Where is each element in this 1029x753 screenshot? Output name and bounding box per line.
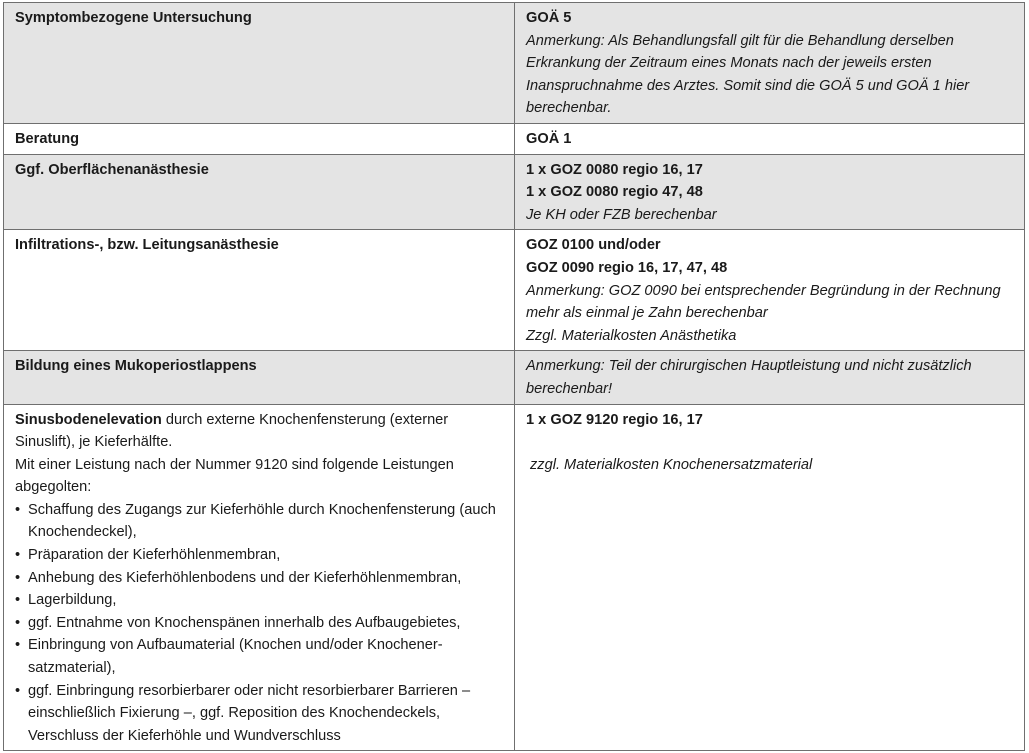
service-cell: Symptombezogene Untersuchung [4, 3, 515, 124]
billing-code: 1 x GOZ 0080 regio 16, 17 [526, 161, 703, 178]
service-cell: Infiltrations-, bzw. Leitungsanästhesie [4, 230, 515, 351]
billing-code: GOZ 0100 und/oder [526, 237, 661, 254]
list-item: • Schaffung des Zugangs zur Kieferhöhle durch Knochenfensterung (auch Knochendeckel), [15, 499, 504, 544]
billing-code: GOÄ 1 [526, 130, 572, 147]
billing-code: 1 x GOZ 9120 regio 16, 17 [526, 411, 703, 428]
billing-note: Anmerkung: Als Behandlungsfall gilt für die Behandlung derselben Erkrankung der Zeitraum eines Monats nach der jeweils ersten Inanspruchnahme des Arztes. Somit sind die GOÄ 5 und GOÄ 1 hier berechenbar. [526, 32, 970, 117]
billing-note: Je KH oder FZB berechenbar [526, 206, 717, 223]
service-cell: Bildung eines Mukoperiostlappens [4, 351, 515, 404]
list-item: • Präparation der Kieferhöhlenmembran, [15, 544, 504, 567]
billing-cell [515, 230, 1025, 351]
spacer [526, 431, 1014, 454]
billing-cell [515, 123, 1025, 154]
service-cell [4, 404, 515, 751]
billing-note: Anmerkung: Teil der chirurgischen Hauptleistung und nicht zusätzlich berechenbar! [526, 358, 972, 397]
service-title: Sinusbodenelevation [15, 411, 162, 428]
service-cell: Beratung [4, 123, 515, 154]
billing-cell [515, 154, 1025, 230]
service-description: durch externe Knochenfensterung (externer Sinuslift), je Kieferhälfte. [15, 411, 449, 451]
list-item: • ggf. Entnahme von Knochenspänen innerhalb des Aufbaugebietes, [15, 612, 504, 635]
list-item: • Lagerbildung, [15, 589, 504, 612]
list-item: • Einbringung von Aufbaumaterial (Knochen und/oder Knochener-satzmaterial), [15, 634, 504, 679]
billing-note: zzgl. Materialkosten Knochenersatzmaterial [530, 456, 813, 473]
billing-cell [515, 351, 1025, 404]
service-intro: Mit einer Leistung nach der Nummer 9120 sind folgende Leistungen abgegolten: [15, 456, 454, 496]
table-row [4, 3, 1025, 124]
billing-note: Anmerkung: GOZ 0090 bei entsprechender Begründung in der Rechnung mehr als einmal je Zahn berechenbar [526, 282, 1001, 322]
billing-code: GOZ 0090 regio 16, 17, 47, 48 [526, 259, 728, 276]
table-row [4, 154, 1025, 230]
list-item: • ggf. Einbringung resorbierbarer oder nicht resorbierbarer Barrieren – einschließlich Fixierung –, ggf. Reposition des Knochendeckels, Verschluss der Kieferhöhle und Wundverschluss [15, 680, 504, 748]
billing-table [3, 2, 1025, 751]
table-row [4, 404, 1025, 751]
list-item: • Anhebung des Kieferhöhlenbodens und der Kieferhöhlenmembran, [15, 567, 504, 590]
billing-note: Zzgl. Materialkosten Anästhetika [526, 327, 737, 344]
service-cell: Ggf. Oberflächenanästhesie [4, 154, 515, 230]
billing-code: GOÄ 5 [526, 10, 572, 26]
billing-code: 1 x GOZ 0080 regio 47, 48 [526, 184, 703, 201]
billing-cell [515, 3, 1025, 124]
table-row [4, 123, 1025, 154]
table-row [4, 230, 1025, 351]
table-row [4, 351, 1025, 404]
included-services-list [15, 499, 504, 748]
billing-cell [515, 404, 1025, 751]
